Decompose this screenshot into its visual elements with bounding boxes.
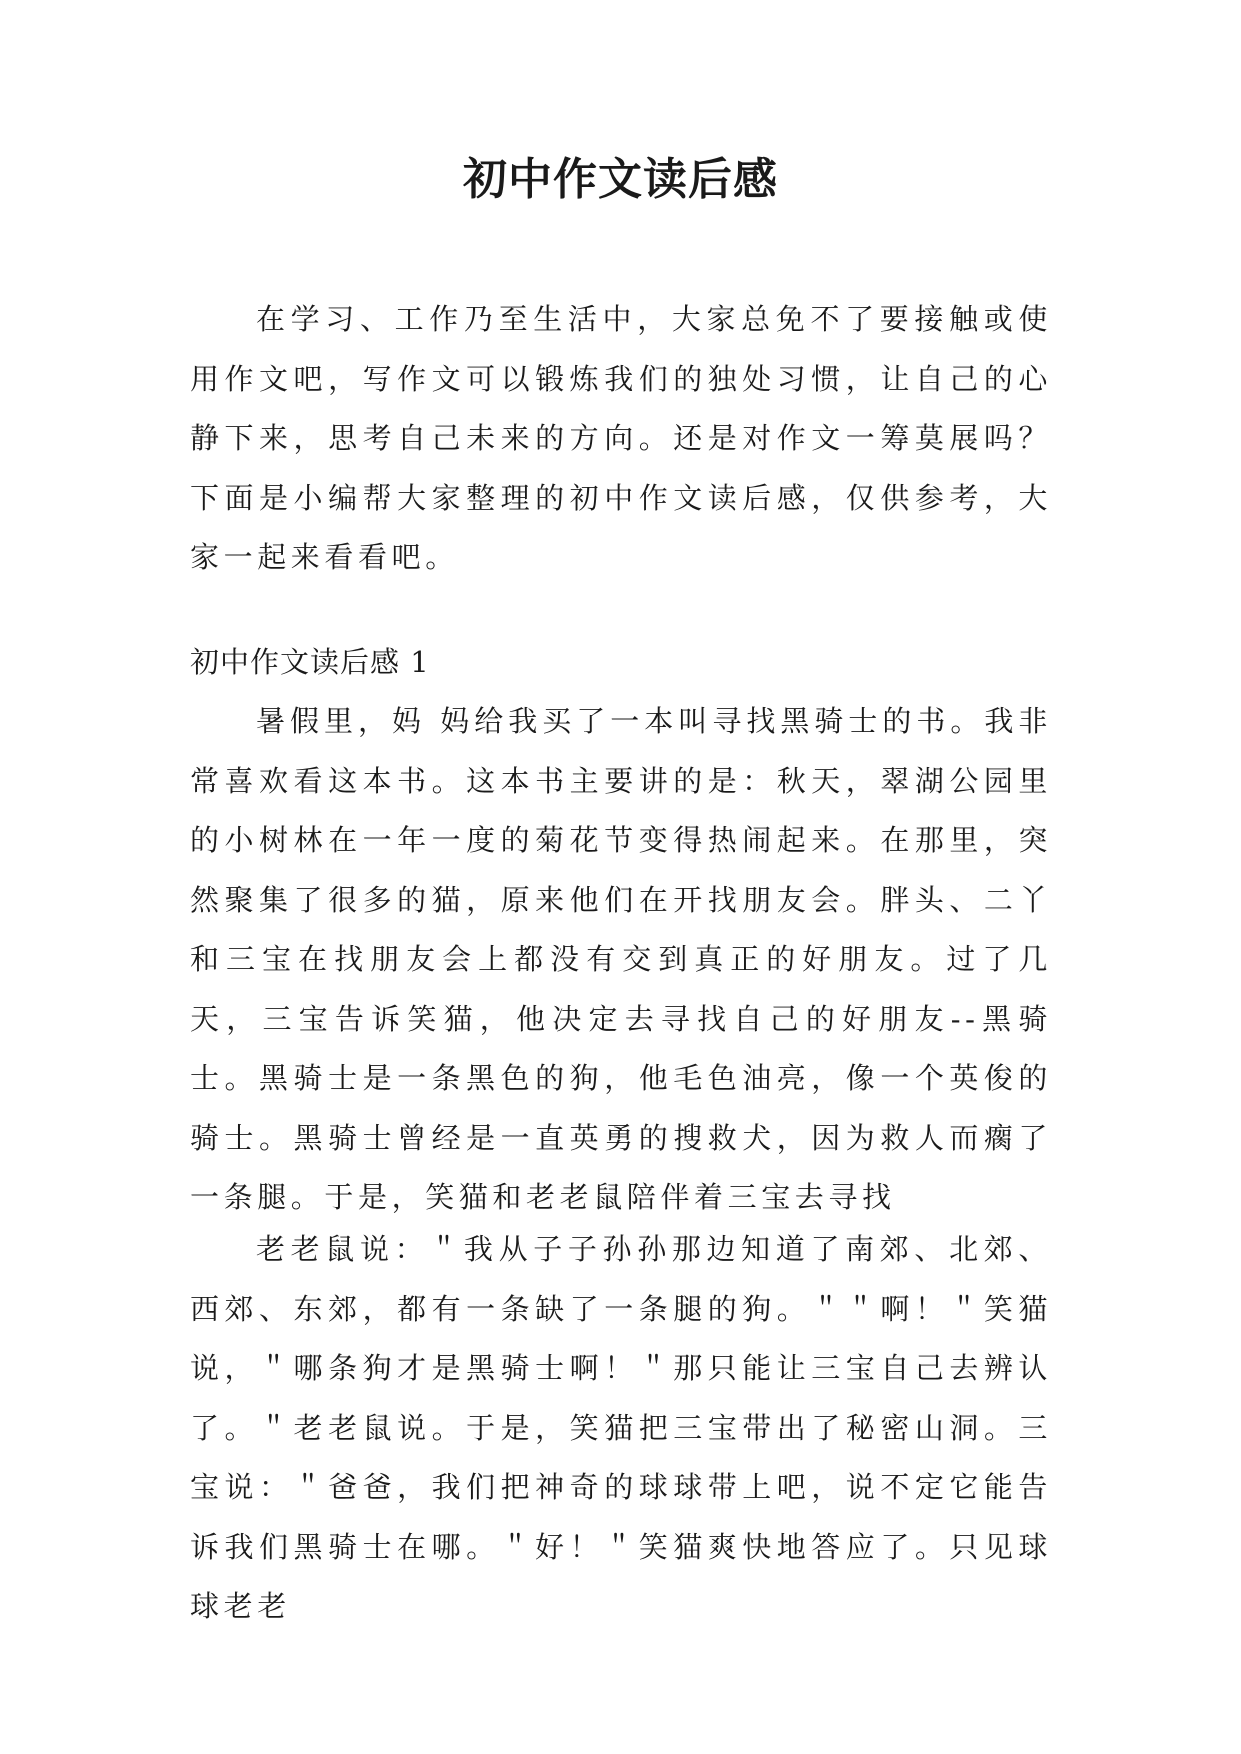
page-title: 初中作文读后感 [463, 154, 778, 205]
body-paragraph-1: 暑假里，妈 妈给我买了一本叫寻找黑骑士的书。我非常喜欢看这本书。这本书主要讲的是：秋天，翠湖公园里的小树林在一年一度的菊花节变得热闹起来。在那里，突然聚集了很多的猫，原来他们在开找朋友会。胖头、二丫和三宝在找朋友会上都没有交到真正的好朋友。过了几天，三宝告诉笑猫，他决定去寻找自己的好朋友--黑骑士。黑骑士是一条黑色的狗，他毛色油亮，像一个英俊的骑士。黑骑士曾经是一直英勇的搜救犬，因为救人而瘸了一条腿。于是，笑猫和老老鼠陪伴着三宝去寻找 [190, 704, 1052, 1214]
section-heading: 初中作文读后感 1 [190, 645, 430, 679]
body-paragraph-2: 老老鼠说：＂我从子子孙孙那边知道了南郊、北郊、西郊、东郊，都有一条缺了一条腿的狗。＂＂啊！＂笑猫说，＂哪条狗才是黑骑士啊！＂那只能让三宝自己去辨认了。＂老老鼠说。于是，笑猫把三宝带出了秘密山洞。三宝说：＂爸爸，我们把神奇的球球带上吧，说不定它能告诉我们黑骑士在哪。＂好！＂笑猫爽快地答应了。只见球球老老 [190, 1232, 1052, 1623]
intro-paragraph: 在学习、工作乃至生活中，大家总免不了要接触或使用作文吧，写作文可以锻炼我们的独处习惯，让自己的心静下来，思考自己未来的方向。还是对作文一筹莫展吗？下面是小编帮大家整理的初中作文读后感，仅供参考，大家一起来看看吧。 [190, 302, 1052, 574]
